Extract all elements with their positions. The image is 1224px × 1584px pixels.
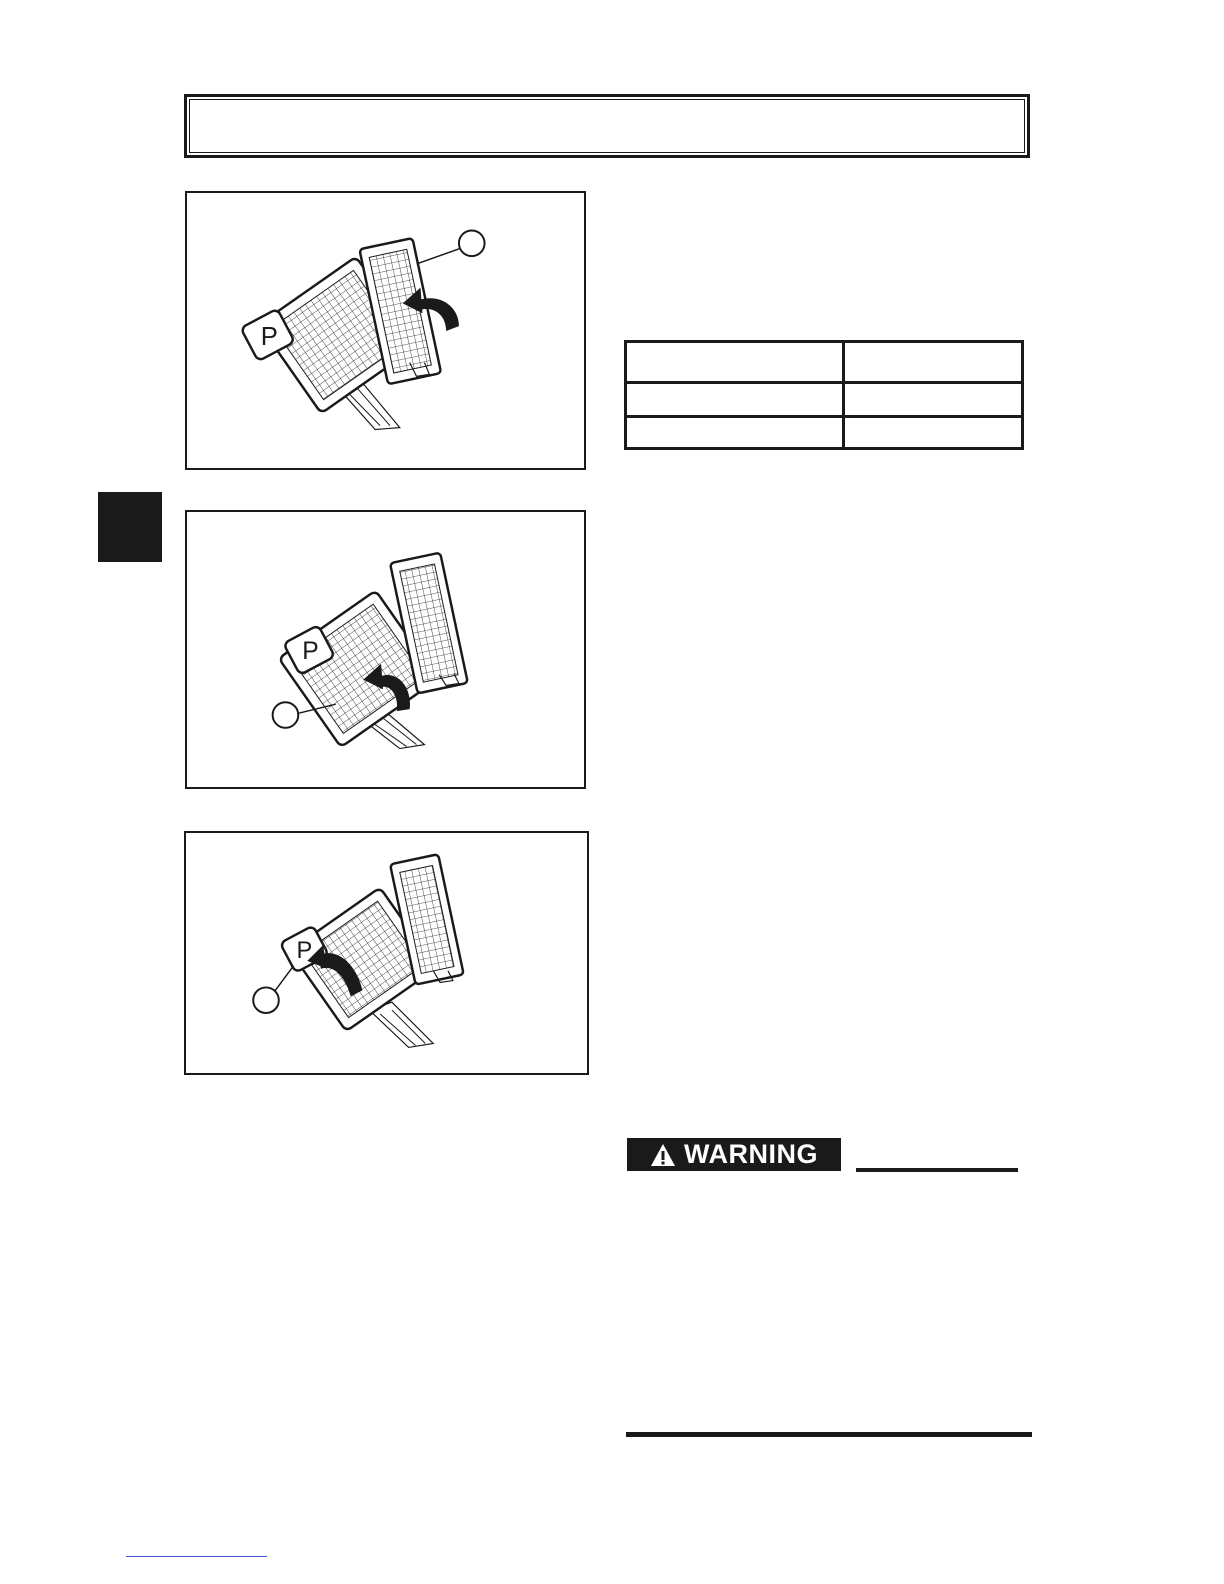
figure-brake-pedal <box>185 510 586 789</box>
parking-pedal-label: P <box>296 937 313 964</box>
figure-parking-brake-pedal <box>184 831 589 1075</box>
table-cell <box>626 417 844 449</box>
callout-circle-icon <box>253 987 279 1013</box>
warning-label: WARNING <box>684 1139 818 1169</box>
pedal-illustration-3 <box>186 833 587 1073</box>
table-row <box>626 417 1023 449</box>
table-cell <box>844 383 1023 417</box>
section-header-box <box>184 94 1030 158</box>
footer-link-underline[interactable] <box>126 1556 267 1557</box>
warning-triangle-icon <box>650 1143 676 1167</box>
table-row <box>626 342 1023 383</box>
callout-circle-icon <box>459 230 485 256</box>
pedal-illustration-2 <box>187 512 584 787</box>
pedal-illustration-1 <box>187 193 584 468</box>
warning-end-rule <box>626 1432 1032 1437</box>
callout-circle-icon <box>273 702 299 728</box>
warning-rule <box>856 1168 1018 1172</box>
table-cell <box>844 342 1023 383</box>
spec-table <box>624 340 1024 450</box>
table-row <box>626 383 1023 417</box>
table-cell <box>626 383 844 417</box>
figure-accelerator-pedal <box>185 191 586 470</box>
parking-pedal-label: P <box>260 322 278 351</box>
chapter-tab-marker <box>98 492 162 562</box>
warning-badge <box>627 1138 841 1171</box>
parking-pedal-label: P <box>302 637 319 665</box>
table-cell <box>626 342 844 383</box>
table-cell <box>844 417 1023 449</box>
